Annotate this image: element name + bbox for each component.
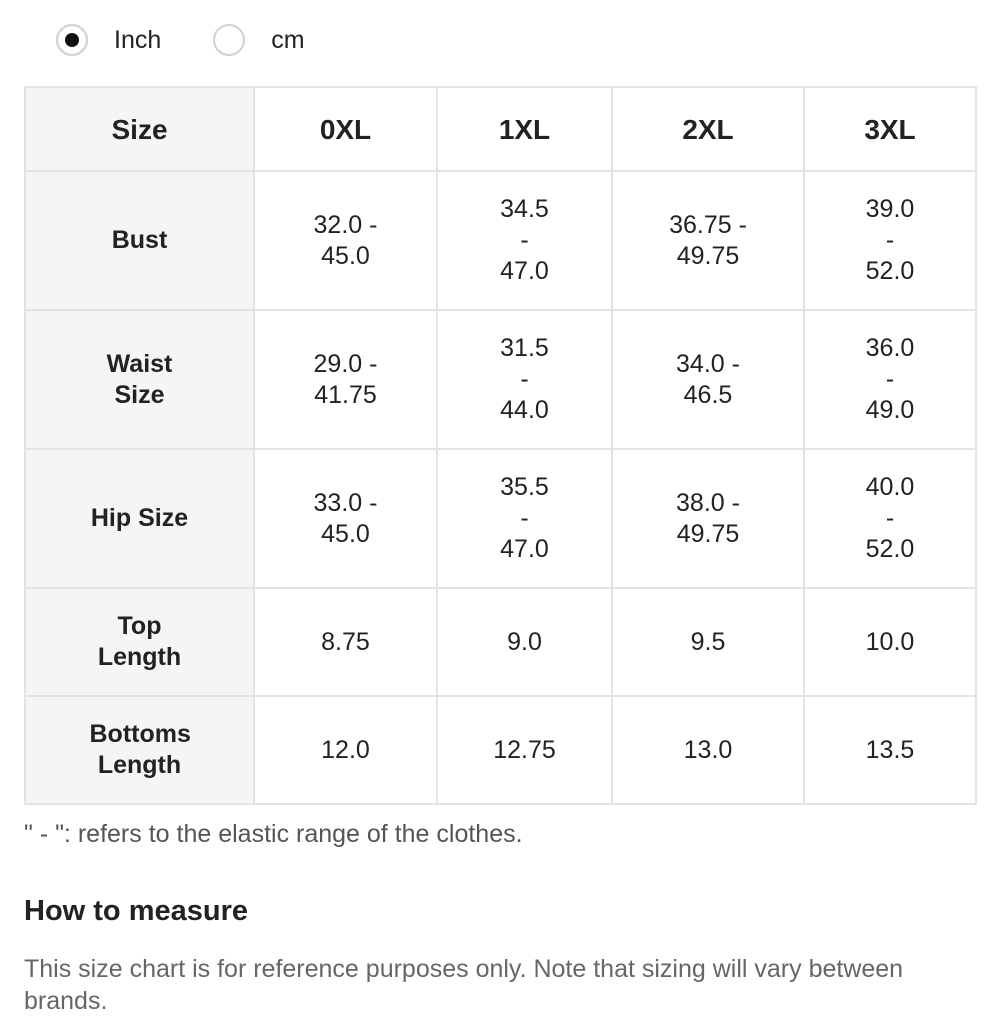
header-2xl: 2XL — [612, 87, 804, 171]
table-cell: 38.0 - 49.75 — [612, 449, 804, 588]
table-cell: 39.0 - 52.0 — [804, 171, 976, 310]
table-cell: 13.5 — [804, 696, 976, 804]
row-label: Waist Size — [25, 310, 254, 449]
table-cell: 31.5 - 44.0 — [437, 310, 612, 449]
table-cell: 9.5 — [612, 588, 804, 696]
size-table — [24, 86, 977, 805]
table-cell: 36.75 - 49.75 — [612, 171, 804, 310]
unit-option-cm[interactable] — [213, 24, 304, 56]
row-label: Top Length — [25, 588, 254, 696]
table-cell: 34.0 - 46.5 — [612, 310, 804, 449]
row-label: Bottoms Length — [25, 696, 254, 804]
row-label: Hip Size — [25, 449, 254, 588]
elastic-range-note: " - ": refers to the elastic range of the clothes. — [24, 820, 523, 848]
table-row-hip — [25, 449, 976, 588]
unit-option-inch[interactable] — [56, 24, 161, 56]
table-cell: 40.0 - 52.0 — [804, 449, 976, 588]
unit-label-inch: Inch — [114, 25, 162, 54]
table-cell: 8.75 — [254, 588, 437, 696]
unit-label-cm: cm — [271, 25, 305, 54]
header-1xl: 1XL — [437, 87, 612, 171]
how-to-measure-title: How to measure — [24, 895, 248, 927]
table-cell: 9.0 — [437, 588, 612, 696]
header-3xl: 3XL — [804, 87, 976, 171]
radio-checked-icon[interactable] — [56, 24, 88, 56]
table-cell: 10.0 — [804, 588, 976, 696]
table-cell: 35.5 - 47.0 — [437, 449, 612, 588]
table-row-bust — [25, 171, 976, 310]
table-cell: 32.0 - 45.0 — [254, 171, 437, 310]
how-to-measure-description: This size chart is for reference purposes only. Note that sizing will vary between brands. — [24, 955, 904, 1015]
header-size: Size — [25, 87, 254, 171]
table-cell: 12.0 — [254, 696, 437, 804]
table-cell: 12.75 — [437, 696, 612, 804]
table-row-top-length — [25, 588, 976, 696]
unit-toggle — [56, 20, 305, 60]
table-cell: 13.0 — [612, 696, 804, 804]
table-header-row — [25, 87, 976, 171]
header-0xl: 0XL — [254, 87, 437, 171]
table-cell: 29.0 - 41.75 — [254, 310, 437, 449]
table-cell: 34.5 - 47.0 — [437, 171, 612, 310]
table-cell: 33.0 - 45.0 — [254, 449, 437, 588]
table-row-bottoms-length — [25, 696, 976, 804]
radio-unchecked-icon[interactable] — [213, 24, 245, 56]
row-label: Bust — [25, 171, 254, 310]
table-row-waist — [25, 310, 976, 449]
table-cell: 36.0 - 49.0 — [804, 310, 976, 449]
